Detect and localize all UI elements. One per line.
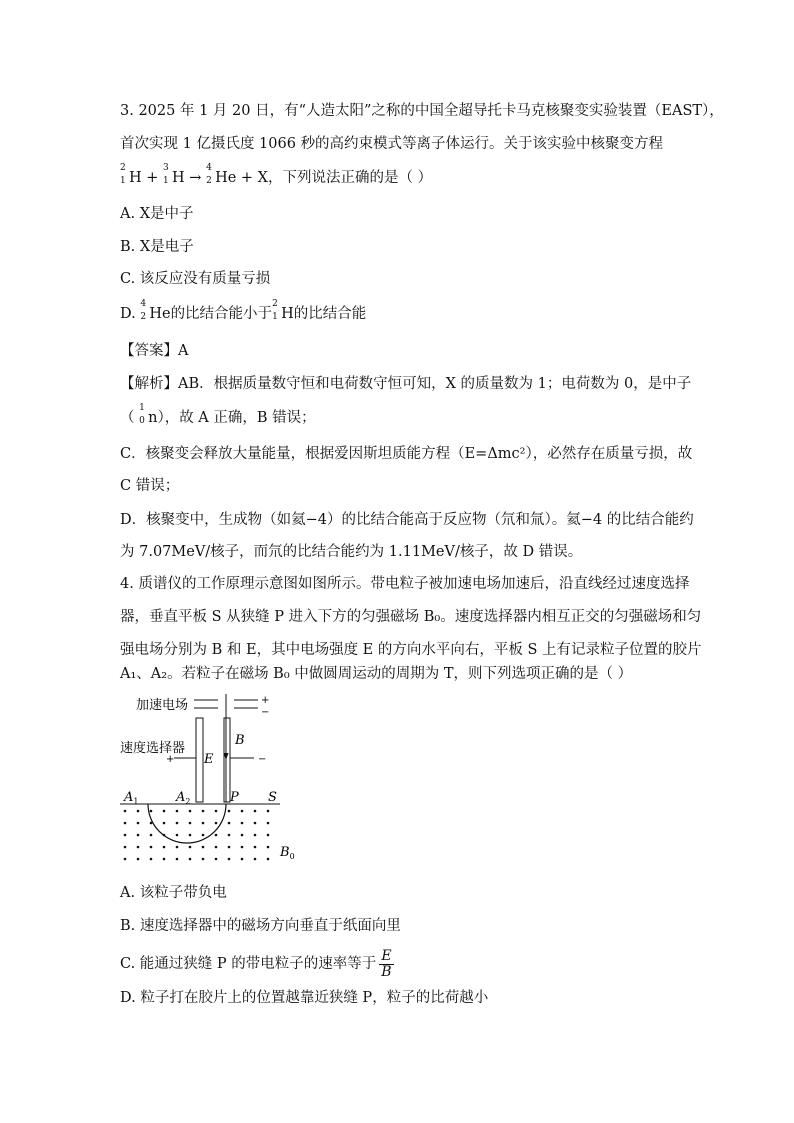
field-dot [163,858,166,861]
field-dot [137,834,140,837]
field-dot [137,822,140,825]
field-dot [267,822,270,825]
field-dot [267,858,270,861]
magnetic-field-dots [124,810,270,861]
label-P: P [230,790,239,805]
label-E: E [204,752,214,767]
field-dot [241,834,244,837]
accel-minus-sign: − [261,707,270,718]
label-B0: $B_0$ [280,845,295,861]
field-dot [137,846,140,849]
field-dot [215,822,218,825]
nuclide-neutron: 1 0 n [139,403,158,426]
field-dot [202,858,205,861]
q4-option-c: C. 能通过狭缝 P 的带电粒子的速率等于 $\frac{E}{B}$ [120,947,392,980]
field-dot [124,846,127,849]
q3-option-a: A. X是中子 [120,206,194,222]
q4-stem-line4: A₁、A₂。若粒子在磁场 B₀ 中做圆周运动的周期为 T，则下列选项正确的是（ ） [120,666,633,682]
field-dot [267,846,270,849]
field-dot [176,834,179,837]
field-dot [241,810,244,813]
q3-explanation-line6: 为 7.07MeV/核子，而氘的比结合能约为 1.11MeV/核子，故 D 错误。 [120,544,583,560]
field-dot [202,810,205,813]
selector-minus-sign: − [258,754,267,765]
field-dot [150,858,153,861]
label-B: B [235,733,245,748]
field-dot [163,822,166,825]
field-dot [228,810,231,813]
label-S: S [268,790,277,805]
field-dot [189,858,192,861]
q3-explanation-line4: C 错误； [120,478,180,494]
q3-explanation-line2: （ 1 0 n），故 A 正确，B 错误； [120,403,316,426]
label-A2: $A_2$ [176,790,191,806]
field-dot [189,822,192,825]
field-dot [228,858,231,861]
field-dot [228,834,231,837]
q4-option-b: B. 速度选择器中的磁场方向垂直于纸面向里 [120,918,401,934]
field-dot [150,822,153,825]
field-dot [163,846,166,849]
field-dot [228,822,231,825]
q3-option-d: D. 4 2 He的比结合能小于 2 1 H的比结合能 [120,299,367,322]
field-dot [215,858,218,861]
field-dot [202,822,205,825]
q3-explanation-line5: D．核聚变中，生成物（如氦−4）的比结合能高于反应物（氘和氚）。氦−4 的比结合能约 [120,512,694,528]
selector-plus-sign: + [166,754,175,765]
field-dot [150,834,153,837]
label-accel-field: 加速电场 [136,698,189,713]
field-dot [150,810,153,813]
particle-trajectory [148,804,226,843]
field-dot [124,822,127,825]
field-dot [189,810,192,813]
field-dot [202,846,205,849]
field-dot [176,846,179,849]
q4-option-a: A. 该粒子带负电 [120,885,227,901]
field-dot [215,810,218,813]
field-dot [254,834,257,837]
field-dot [124,834,127,837]
q3-explanation-line3: C．核聚变会释放大量能量，根据爱因斯坦质能方程（E=Δmc²），必然存在质量亏损，故 [120,446,693,462]
q3-stem-tail: ，下列说法正确的是（ ） [268,170,433,186]
field-dot [241,858,244,861]
nuclide-h3: 3 1 H [163,163,185,186]
nuclide-he4: 4 2 He [140,299,171,322]
q4-stem-line1: 4. 质谱仪的工作原理示意图如图所示。带电粒子被加速电场加速后，沿直线经过速度选择 [120,576,690,592]
field-dot [228,846,231,849]
field-dot [137,810,140,813]
q4-option-d: D. 粒子打在胶片上的位置越靠近狭缝 P，粒子的比荷越小 [120,990,489,1006]
field-dot [241,846,244,849]
field-dot [215,846,218,849]
q3-explanation-line1: 【解析】AB．根据质量数守恒和电荷数守恒可知，X 的质量数为 1；电荷数为 0，是中子 [120,376,692,392]
field-dot [150,846,153,849]
field-dot [267,834,270,837]
q3-option-b: B. X是电子 [120,239,194,255]
field-dot [202,834,205,837]
q4-stem-line2: 器，垂直平板 S 从狭缝 P 进入下方的匀强磁场 B₀。速度选择器内相互正交的匀强磁场和匀 [120,609,702,625]
q3-stem-line2: 首次实现 1 亿摄氏度 1066 秒的高约束模式等离子体运行。关于该实验中核聚变方程 [120,136,664,152]
field-dot [176,810,179,813]
field-dot [124,810,127,813]
field-dot [254,858,257,861]
field-dot [176,858,179,861]
field-dot [189,846,192,849]
fraction-E-over-B: $\frac{E}{B}$ [381,947,392,980]
nuclide-he4: 4 2 He [206,163,237,186]
q3-stem-line1: 3. 2025 年 1 月 20 日，有“人造太阳”之称的中国全超导托卡马克核聚变实验装置（EAST）， [120,103,724,119]
nuclide-h2: 2 1 H [272,299,294,322]
field-dot [215,834,218,837]
nuclide-h2: 2 1 H [120,163,142,186]
mass-spectrometer-diagram [118,690,298,870]
label-A1: $A_1$ [124,790,139,806]
q3-equation-line: 2 1 H + 3 1 H → 4 2 He + X，下列说法正确的是（ ） [120,163,433,186]
field-dot [254,846,257,849]
field-dot [254,822,257,825]
field-dot [163,810,166,813]
field-dot [267,810,270,813]
field-dot [137,858,140,861]
q3-option-c: C. 该反应没有质量亏损 [120,271,271,287]
q3-answer: 【答案】A [120,343,189,359]
label-velocity-selector: 速度选择器 [120,741,186,756]
field-dot [254,810,257,813]
nuclide-x: X [257,170,268,186]
field-dot [189,834,192,837]
accel-plus-sign: + [261,695,270,706]
field-dot [163,834,166,837]
field-dot [176,822,179,825]
field-dot [241,822,244,825]
field-dot [124,858,127,861]
selector-plate-left [196,718,203,802]
q4-stem-line3: 强电场分别为 B 和 E，其中电场强度 E 的方向水平向右，平板 S 上有记录粒子位置的胶片 [120,642,702,658]
